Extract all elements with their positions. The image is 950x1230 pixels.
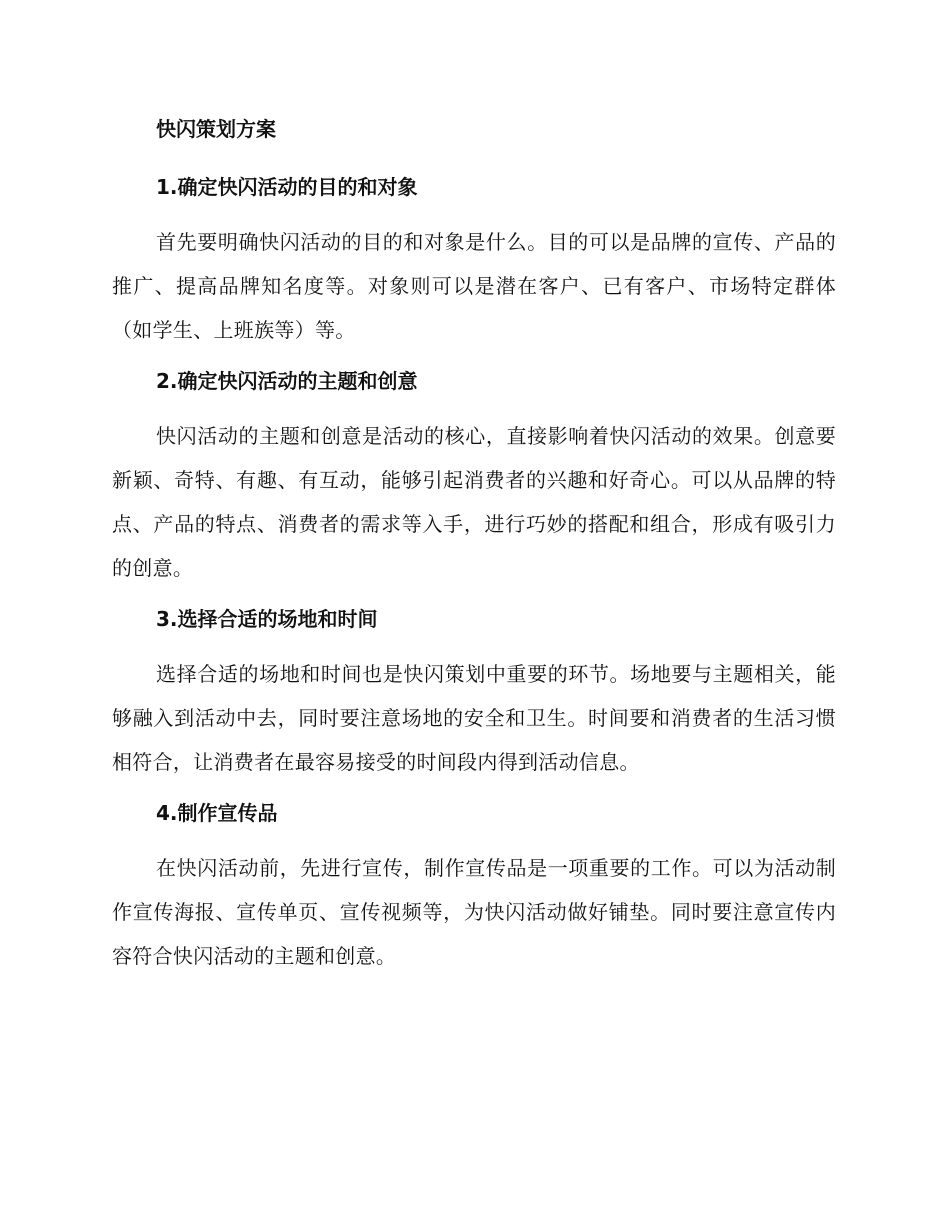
section-3-body: 选择合适的场地和时间也是快闪策划中重要的环节。场地要与主题相关，能够融入到活动中去，同时要注意场地的安全和卫生。时间要和消费者的生活习惯相符合，让消费者在最容易接受的时间段内得到活动信息。	[112, 662, 836, 774]
section-1-body: 首先要明确快闪活动的目的和对象是什么。目的可以是品牌的宣传、产品的推广、提高品牌知名度等。对象则可以是潜在客户、已有客户、市场特定群体（如学生、上班族等）等。	[112, 230, 836, 342]
section-2-heading: 2.确定快闪活动的主题和创意	[156, 369, 418, 393]
section-4-body: 在快闪活动前，先进行宣传，制作宣传品是一项重要的工作。可以为活动制作宣传海报、宣传单页、宣传视频等，为快闪活动做好铺垫。同时要注意宣传内容符合快闪活动的主题和创意。	[112, 856, 836, 968]
section-1-heading: 1.确定快闪活动的目的和对象	[156, 175, 418, 199]
section-2-body: 快闪活动的主题和创意是活动的核心，直接影响着快闪活动的效果。创意要新颖、奇特、有趣、有互动，能够引起消费者的兴趣和好奇心。可以从品牌的特点、产品的特点、消费者的需求等入手，进行巧妙的搭配和组合，形成有吸引力的创意。	[112, 424, 836, 580]
document-title: 快闪策划方案	[156, 117, 276, 141]
section-4-heading: 4.制作宣传品	[156, 801, 278, 825]
section-3-heading: 3.选择合适的场地和时间	[156, 607, 378, 631]
document-page	[112, 112, 836, 978]
